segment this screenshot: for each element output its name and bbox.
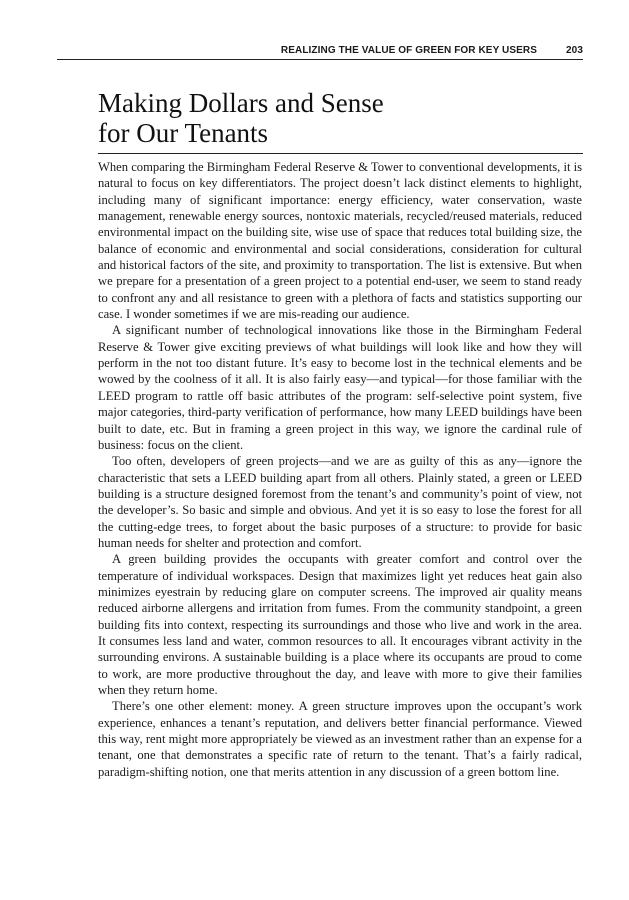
- chapter-title-line-1: Making Dollars and Sense: [98, 88, 384, 118]
- chapter-title-line-2: for Our Tenants: [98, 118, 269, 148]
- page-number: 203: [566, 45, 583, 56]
- running-head-rule: [57, 59, 583, 60]
- paragraph-4: A green building provides the occupants with greater comfort and control over the temperature of individual workspaces. Design that maximizes light yet reduces heat gain also minimizes eyestrain by reducing glare on computer screens. The improved air quality means reduced airborne allergens and irritation from fumes. From the community standpoint, a green building fits into context, respecting its surroundings and those who live and work in the area. It consumes less land and water, common resources to all. It encourages vibrant activity in the surrounding environs. A sustainable building is a place where its occupants are proud to come to work, are more productive throughout the day, and leave with more to give their families when they return home.: [98, 552, 582, 697]
- paragraph-3: Too often, developers of green projects—and we are as guilty of this as any—ignore the characteristic that sets a LEED building apart from all others. Plainly stated, a green or LEED building is a structure designed foremost from the tenant’s and community’s point of view, not the developer’s. So basic and simple and obvious. And yet it is so easy to lose the forest for all the cutting-edge trees, to forget about the basic purposes of a structure: to provide for basic human needs for shelter and protection and comfort.: [98, 454, 582, 550]
- paragraph-1: When comparing the Birmingham Federal Reserve & Tower to conventional developments, it is natural to focus on key differentiators. The project doesn’t lack distinct elements to highlight, including many of significant importance: energy efficiency, water conservation, waste management, renewable energy sources, nontoxic materials, recycled/reused materials, reduced environmental impact on the building site, wise use of space that reduces total building size, the balance of economic and environmental and social considerations, consideration for cultural and historical factors of the site, and proximity to transportation. The list is extensive. But when we prepare for a presentation of a green project to a potential end-user, we seem to stand ready to confront any and all resistance to green with a plethora of facts and statistics supporting our case. I wonder sometimes if we are mis-reading our audience.: [98, 160, 582, 322]
- body-text: [98, 159, 582, 780]
- running-head-title: REALIZING THE VALUE OF GREEN FOR KEY USERS: [280, 45, 537, 56]
- paragraph-5: There’s one other element: money. A green structure improves upon the occupant’s work experience, enhances a tenant’s reputation, and delivers better financial performance. Viewed this way, rent might more appropriately be viewed as an investment rather than an expense for a tenant, one that demonstrates a specific rate of return to the tenant. That’s a fairly radical, paradigm-shifting notion, one that merits attention in any discussion of a green bottom line.: [98, 699, 582, 779]
- title-rule: [98, 153, 583, 154]
- chapter-title: [98, 88, 538, 148]
- paragraph-2: A significant number of technological innovations like those in the Birmingham Federal Reserve & Tower give exciting previews of what buildings will look like and how they will perform in the not too distant future. It’s easy to become lost in the technical elements and be wowed by the coolness of it all. It is also fairly easy—and typical—for those familiar with the LEED program to rattle off basic attributes of the program: self-selective point system, five major categories, third-party verification of performance, how many LEED buildings have been built to date, etc. But in framing a green project in this way, we ignore the cardinal rule of business: focus on the client.: [98, 323, 582, 452]
